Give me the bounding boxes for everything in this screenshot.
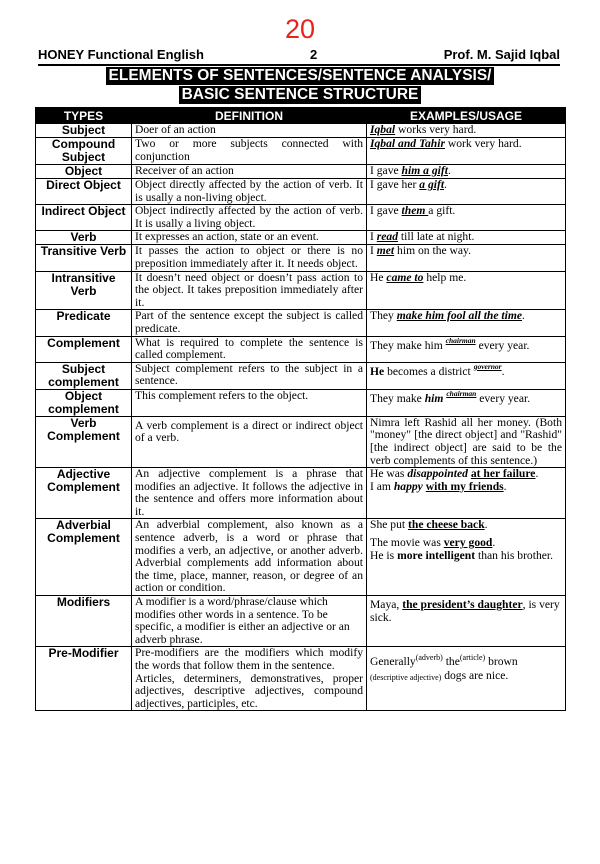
type-cell: Object complement [36,389,132,416]
example-text: I [370,230,377,244]
example-cell [367,596,566,647]
example-highlight: him [424,391,444,405]
table-row [36,124,566,138]
example-highlight: came to [386,270,424,284]
example-cell [367,336,566,362]
example-text: a gift. [428,204,456,218]
example-text: . [492,536,496,550]
example-highlight: happy [393,479,423,493]
example-text: They make him [370,338,446,352]
header-book-title: HONEY Functional English [38,47,204,62]
example-annotation: (adverb) [415,653,443,663]
example-text: . [501,364,505,378]
example-text: every year. [476,391,531,405]
table-row [36,138,566,165]
example-highlight: disappointed [407,467,468,481]
example-cell: Nimra left Rashid all her money. (Both "money" [the direct object] and "Rashid" [the indirect object] are said to be the verb complements of this sentence.) [367,416,566,467]
example-text: the [442,655,460,669]
example-text: . [444,178,447,191]
example-highlight: a gift [419,178,445,191]
type-cell: Object [36,165,132,179]
example-text: He [370,270,387,284]
example-text: help me. [423,270,467,284]
example-text: She put [370,518,409,532]
example-highlight: make him fool all the time [396,309,523,323]
example-line [370,519,562,532]
example-cell [367,389,566,416]
example-highlight: the cheese back [408,518,485,532]
definition-cell: It passes the action to object or there is no preposition immediately after it. It needs object. [132,245,367,271]
title-line-1-wrap [0,67,600,85]
table-row [36,310,566,336]
example-cell [367,245,566,271]
table-row [36,271,566,310]
example-cell [367,468,566,519]
table-row [36,362,566,389]
example-text: . [535,467,539,481]
title-line-2: BASIC SENTENCE STRUCTURE [179,86,422,104]
type-cell: Verb Complement [36,416,132,467]
example-highlight: met [376,244,395,258]
example-text: . [484,518,488,532]
example-annotation: (descriptive adjective) [370,673,442,683]
example-text: every year. [475,338,530,352]
definition-cell: This complement refers to the object. [132,389,367,416]
header-author: Prof. M. Sajid Iqbal [443,47,560,62]
example-text: dogs are nice. [441,669,509,683]
sentence-elements-table [35,107,566,711]
table-row [36,647,566,711]
example-cell [367,362,566,389]
example-text: . [447,164,451,177]
example-cell [367,165,566,179]
example-superscript: governor [473,361,502,371]
example-superscript: chairman [445,335,476,345]
example-text: He was [370,467,408,481]
example-cell [367,205,566,231]
example-cell [367,647,566,711]
example-cell [367,310,566,336]
example-line [370,481,562,494]
column-header-definition: DEFINITION [132,108,367,124]
example-highlight: He [370,364,385,378]
page-number: 20 [284,14,316,44]
table-header-row [36,108,566,124]
table-row [36,389,566,416]
example-cell [367,138,566,165]
running-header [38,48,560,66]
table-row [36,245,566,271]
example-annotation: (article) [459,653,486,663]
example-text: work very hard. [444,137,522,150]
definition-cell: Part of the sentence except the subject is called predicate. [132,310,367,336]
example-cell [367,519,566,596]
example-highlight: the president’s daughter [402,598,523,612]
type-cell: Subject complement [36,362,132,389]
example-highlight: Iqbal and Tahir [370,137,445,150]
example-highlight: with my friends [425,479,504,493]
example-text: He is [370,548,398,562]
definition-line: Articles, determiners, demonstratives, proper adjectives, descriptive adjectives, compound adjectives, participles, etc. [135,671,363,710]
definition-cell: It expresses an action, state or an event. [132,231,367,245]
definition-cell [132,647,367,711]
example-text: I gave [370,204,402,218]
example-text: works very hard. [395,123,477,136]
example-text: than his brother. [475,548,554,562]
type-cell: Compound Subject [36,138,132,165]
example-text: Generally [370,655,416,669]
table-row [36,416,566,467]
example-text: . [522,309,525,323]
table-row [36,596,566,647]
example-highlight: him a gift [401,164,448,177]
example-highlight: read [376,230,399,244]
title-line-1: ELEMENTS OF SENTENCES/SENTENCE ANALYSIS/ [106,67,495,85]
definition-cell: Receiver of an action [132,165,367,179]
example-text: They make [370,391,425,405]
definition-cell: An adjective complement is a phrase that modifies an adjective. It follows the adjective in the sentence and offers more information about it. [132,468,367,519]
definition-cell: An adverbial complement, also known as a sentence adverb, is a word or phrase that modifies a verb, an adjective, or another adverb. Adverbial complements add information about the time, place, manner, reason, or degree of an action or condition. [132,519,367,596]
example-highlight: them [401,204,429,218]
example-line [370,550,562,563]
example-highlight: very good [443,536,493,550]
example-text: The movie was [370,536,444,550]
example-highlight: at her failure [470,467,536,481]
type-cell: Subject [36,124,132,138]
type-cell: Modifiers [36,596,132,647]
column-header-types: TYPES [36,108,132,124]
table-row [36,336,566,362]
type-cell: Indirect Object [36,205,132,231]
example-text: They [370,309,397,323]
example-text: . [503,479,507,493]
type-cell: Pre-Modifier [36,647,132,711]
definition-line: Pre-modifiers are the modifiers which modify the words that follow them in the sentence. [135,646,363,672]
example-text: till late at night. [398,230,475,244]
example-text: I gave [370,164,402,177]
column-header-examples: EXAMPLES/USAGE [367,108,566,124]
example-text: brown [485,655,518,669]
definition-cell: A verb complement is a direct or indirect object of a verb. [132,416,367,467]
example-text: , is very sick. [370,598,560,624]
example-highlight: Iqbal [370,123,396,136]
table-row [36,179,566,205]
table-row [36,205,566,231]
type-cell: Intransitive Verb [36,271,132,310]
table-row [36,519,566,596]
definition-cell: Object indirectly affected by the action of verb. It is usally a living object. [132,205,367,231]
table-row [36,468,566,519]
definition-cell: A modifier is a word/phrase/clause which modifies other words in a sentence. To be specific, a modifier is either an adjective or an adverb phrase. [132,596,367,647]
example-cell [367,124,566,138]
example-superscript: chairman [446,388,477,398]
type-cell: Transitive Verb [36,245,132,271]
header-center-number: 2 [310,47,318,62]
type-cell: Complement [36,336,132,362]
definition-cell: Object directly affected by the action of verb. It is usally a non-living object. [132,179,367,205]
example-cell [367,179,566,205]
example-cell [367,231,566,245]
definition-cell: It doesn’t need object or doesn’t pass action to the object. It takes preposition immediately after it. [132,271,367,310]
table-row [36,165,566,179]
example-text: becomes a district [384,364,474,378]
definition-cell: Doer of an action [132,124,367,138]
type-cell: Adverbial Complement [36,519,132,596]
example-text: I gave her [370,178,420,191]
type-cell: Verb [36,231,132,245]
definition-cell: What is required to complete the sentence is called complement. [132,336,367,362]
example-text: Maya, [370,598,403,612]
definition-cell: Subject complement refers to the subject in a sentence. [132,362,367,389]
table-row [36,231,566,245]
type-cell: Direct Object [36,179,132,205]
example-text: I [370,244,377,258]
example-highlight: more intelligent [397,548,476,562]
type-cell: Adjective Complement [36,468,132,519]
definition-cell: Two or more subjects connected with conjunction [132,138,367,165]
example-text: him on the way. [394,244,472,258]
example-cell [367,271,566,310]
example-text: I am [370,479,394,493]
title-line-2-wrap [0,86,600,104]
type-cell: Predicate [36,310,132,336]
